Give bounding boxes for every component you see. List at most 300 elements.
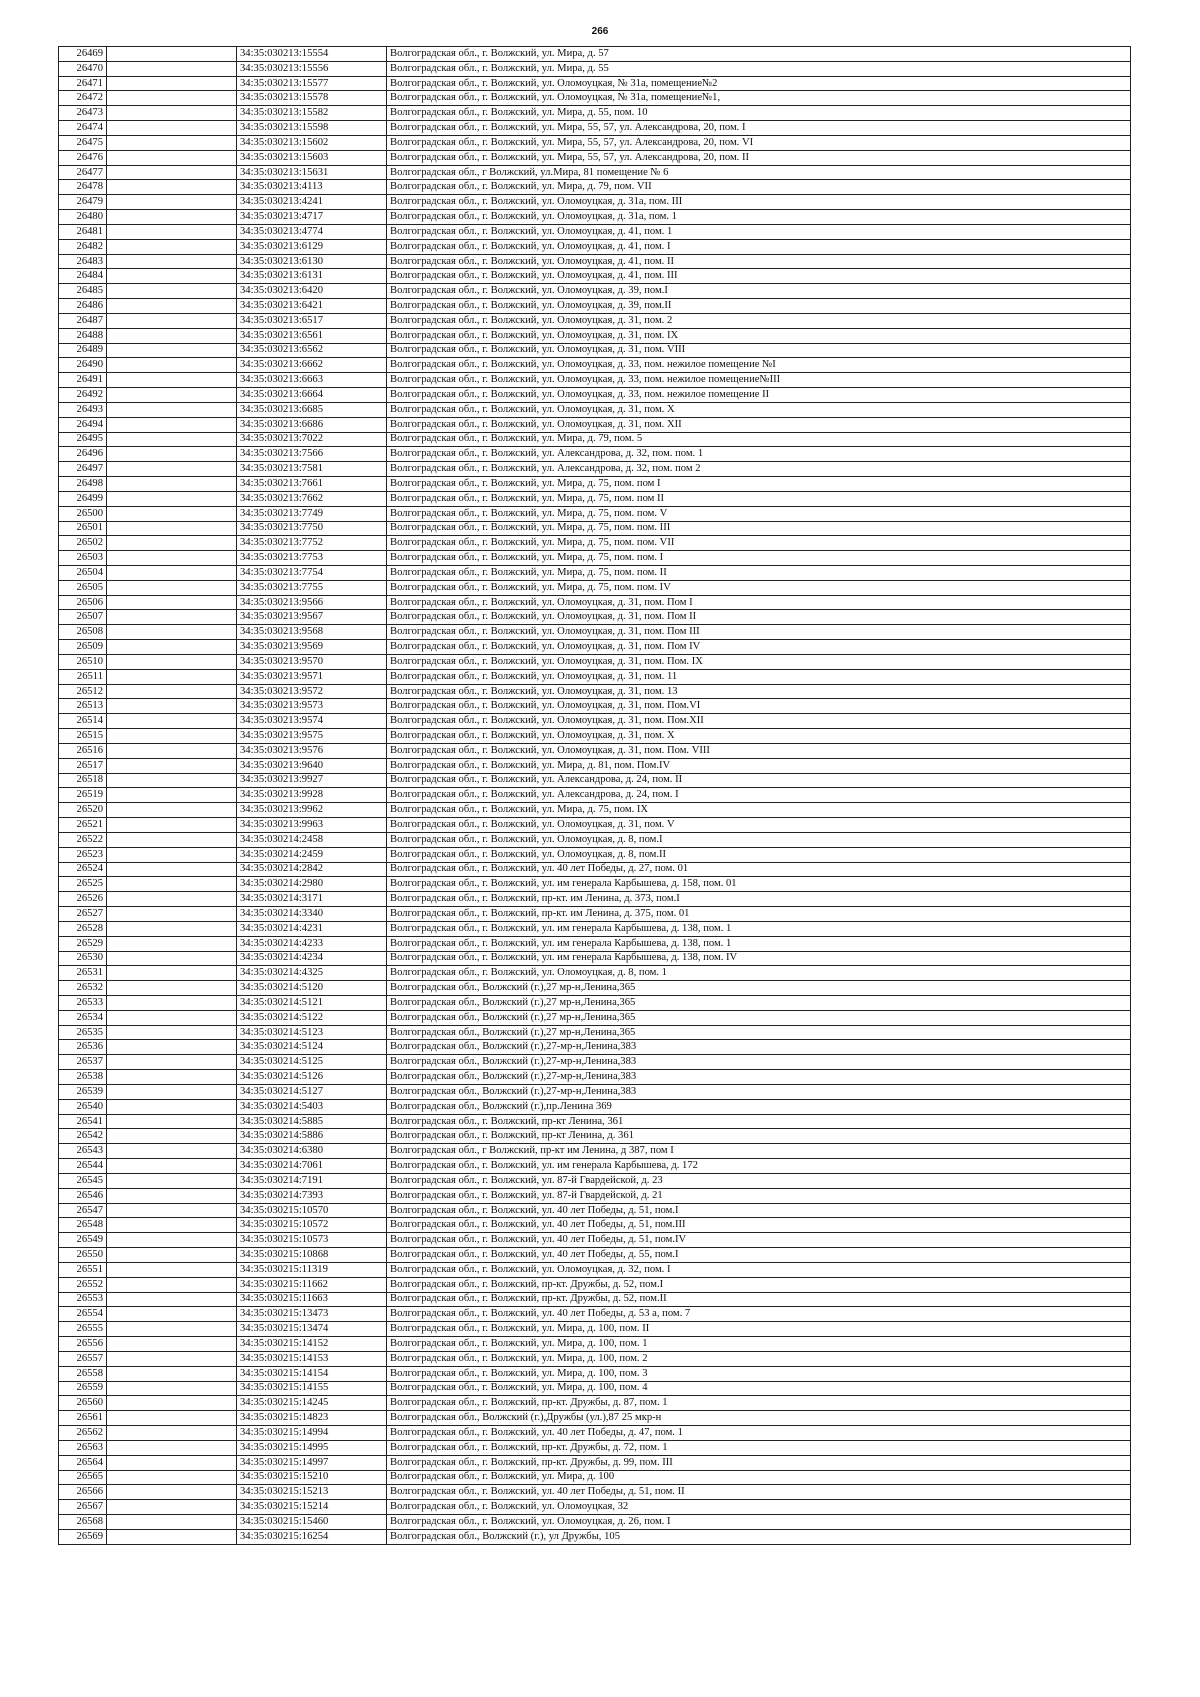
address-cell: Волгоградская обл., г. Волжский, ул. Мира, д. 75, пом. пом. II	[387, 565, 1131, 580]
address-cell: Волгоградская обл., г. Волжский, ул. Оломоуцкая, д. 31, пом. XII	[387, 417, 1131, 432]
address-cell: Волгоградская обл., г. Волжский, ул. Оломоуцкая, д. 31, пом. 11	[387, 669, 1131, 684]
address-cell: Волгоградская обл., г. Волжский, ул. Мира, д. 75, пом. пом. VII	[387, 536, 1131, 551]
address-cell: Волгоградская обл., г. Волжский, ул. Оломоуцкая, д. 31а, пом. 1	[387, 210, 1131, 225]
row-number-cell: 26473	[59, 106, 107, 121]
empty-cell	[107, 254, 237, 269]
row-number-cell: 26478	[59, 180, 107, 195]
row-number-cell: 26543	[59, 1144, 107, 1159]
address-cell: Волгоградская обл., г. Волжский, ул. 40 лет Победы, д. 47, пом. 1	[387, 1426, 1131, 1441]
table-row	[59, 328, 1131, 343]
cadastral-number-cell: 34:35:030215:14153	[237, 1351, 387, 1366]
empty-cell	[107, 551, 237, 566]
address-cell: Волгоградская обл., Волжский (г.),27-мр-н,Ленина,383	[387, 1040, 1131, 1055]
table-row	[59, 773, 1131, 788]
empty-cell	[107, 699, 237, 714]
row-number-cell: 26507	[59, 610, 107, 625]
cadastral-number-cell: 34:35:030213:9570	[237, 654, 387, 669]
cadastral-number-cell: 34:35:030213:6517	[237, 313, 387, 328]
cadastral-number-cell: 34:35:030213:9574	[237, 714, 387, 729]
registry-rows	[59, 47, 1131, 1545]
empty-cell	[107, 981, 237, 996]
empty-cell	[107, 506, 237, 521]
table-row	[59, 1173, 1131, 1188]
empty-cell	[107, 1040, 237, 1055]
cadastral-number-cell: 34:35:030214:5122	[237, 1010, 387, 1025]
row-number-cell: 26519	[59, 788, 107, 803]
row-number-cell: 26508	[59, 625, 107, 640]
cadastral-number-cell: 34:35:030213:4774	[237, 224, 387, 239]
table-row	[59, 1188, 1131, 1203]
empty-cell	[107, 847, 237, 862]
empty-cell	[107, 669, 237, 684]
address-cell: Волгоградская обл., г. Волжский, пр-кт Ленина, 361	[387, 1114, 1131, 1129]
empty-cell	[107, 818, 237, 833]
table-row	[59, 1440, 1131, 1455]
table-row	[59, 165, 1131, 180]
table-row	[59, 1337, 1131, 1352]
empty-cell	[107, 1233, 237, 1248]
empty-cell	[107, 803, 237, 818]
row-number-cell: 26539	[59, 1084, 107, 1099]
table-row	[59, 180, 1131, 195]
cadastral-number-cell: 34:35:030213:9569	[237, 640, 387, 655]
empty-cell	[107, 1529, 237, 1544]
table-row	[59, 1010, 1131, 1025]
table-row	[59, 1500, 1131, 1515]
address-cell: Волгоградская обл., г. Волжский, ул. Мира, д. 100, пом. 1	[387, 1337, 1131, 1352]
cadastral-number-cell: 34:35:030215:14154	[237, 1366, 387, 1381]
table-row	[59, 284, 1131, 299]
empty-cell	[107, 1248, 237, 1263]
cadastral-number-cell: 34:35:030215:14155	[237, 1381, 387, 1396]
address-cell: Волгоградская обл., г. Волжский, ул. Оломоуцкая, д. 41, пом. III	[387, 269, 1131, 284]
address-cell: Волгоградская обл., г. Волжский, пр-кт Ленина, д. 361	[387, 1129, 1131, 1144]
empty-cell	[107, 1322, 237, 1337]
cadastral-number-cell: 34:35:030215:14994	[237, 1426, 387, 1441]
cadastral-number-cell: 34:35:030213:15598	[237, 121, 387, 136]
empty-cell	[107, 1070, 237, 1085]
table-row	[59, 1351, 1131, 1366]
row-number-cell: 26504	[59, 565, 107, 580]
address-cell: Волгоградская обл., г. Волжский, ул. Оломоуцкая, д. 31, пом. V	[387, 818, 1131, 833]
empty-cell	[107, 684, 237, 699]
table-row	[59, 981, 1131, 996]
cadastral-number-cell: 34:35:030213:9568	[237, 625, 387, 640]
row-number-cell: 26479	[59, 195, 107, 210]
cadastral-number-cell: 34:35:030215:14823	[237, 1411, 387, 1426]
cadastral-number-cell: 34:35:030214:2980	[237, 877, 387, 892]
address-cell: Волгоградская обл., г. Волжский, ул. Мира, д. 75, пом. пом. V	[387, 506, 1131, 521]
page-number: 266	[591, 26, 609, 37]
row-number-cell: 26500	[59, 506, 107, 521]
cadastral-number-cell: 34:35:030215:10573	[237, 1233, 387, 1248]
row-number-cell: 26537	[59, 1055, 107, 1070]
empty-cell	[107, 1010, 237, 1025]
cadastral-number-cell: 34:35:030213:9573	[237, 699, 387, 714]
row-number-cell: 26490	[59, 358, 107, 373]
cadastral-number-cell: 34:35:030215:15214	[237, 1500, 387, 1515]
cadastral-number-cell: 34:35:030213:7755	[237, 580, 387, 595]
address-cell: Волгоградская обл., г. Волжский, ул. 40 лет Победы, д. 51, пом.I	[387, 1203, 1131, 1218]
row-number-cell: 26517	[59, 758, 107, 773]
table-row	[59, 1277, 1131, 1292]
row-number-cell: 26510	[59, 654, 107, 669]
table-row	[59, 907, 1131, 922]
row-number-cell: 26475	[59, 135, 107, 150]
row-number-cell: 26565	[59, 1470, 107, 1485]
row-number-cell: 26559	[59, 1381, 107, 1396]
row-number-cell: 26495	[59, 432, 107, 447]
table-row	[59, 1426, 1131, 1441]
table-row	[59, 121, 1131, 136]
cadastral-number-cell: 34:35:030214:7061	[237, 1159, 387, 1174]
address-cell: Волгоградская обл., Волжский (г.),пр.Ленина 369	[387, 1099, 1131, 1114]
table-row	[59, 640, 1131, 655]
empty-cell	[107, 758, 237, 773]
row-number-cell: 26483	[59, 254, 107, 269]
cadastral-number-cell: 34:35:030213:9572	[237, 684, 387, 699]
address-cell: Волгоградская обл., г. Волжский, ул. Мира, д. 100, пом. 2	[387, 1351, 1131, 1366]
row-number-cell: 26518	[59, 773, 107, 788]
row-number-cell: 26503	[59, 551, 107, 566]
row-number-cell: 26496	[59, 447, 107, 462]
cadastral-number-cell: 34:35:030213:7662	[237, 491, 387, 506]
row-number-cell: 26472	[59, 91, 107, 106]
cadastral-number-cell: 34:35:030213:6662	[237, 358, 387, 373]
cadastral-number-cell: 34:35:030214:5403	[237, 1099, 387, 1114]
row-number-cell: 26515	[59, 729, 107, 744]
table-row	[59, 951, 1131, 966]
address-cell: Волгоградская обл., г. Волжский, пр-кт. Дружбы, д. 72, пом. 1	[387, 1440, 1131, 1455]
address-cell: Волгоградская обл., г. Волжский, ул. Александрова, д. 32, пом. пом 2	[387, 462, 1131, 477]
address-cell: Волгоградская обл., г. Волжский, ул. Оломоуцкая, д. 31, пом. VIII	[387, 343, 1131, 358]
cadastral-number-cell: 34:35:030215:14245	[237, 1396, 387, 1411]
row-number-cell: 26512	[59, 684, 107, 699]
address-cell: Волгоградская обл., г. Волжский, ул. Оломоуцкая, д. 32, пом. I	[387, 1262, 1131, 1277]
table-row	[59, 936, 1131, 951]
cadastral-number-cell: 34:35:030213:6562	[237, 343, 387, 358]
address-cell: Волгоградская обл., г. Волжский, ул. Оломоуцкая, № 31а, помещение№1,	[387, 91, 1131, 106]
address-cell: Волгоградская обл., г. Волжский, ул. 87-й Гвардейской, д. 21	[387, 1188, 1131, 1203]
cadastral-number-cell: 34:35:030215:14995	[237, 1440, 387, 1455]
address-cell: Волгоградская обл., г. Волжский, ул. Оломоуцкая, д. 31, пом. Пом.XII	[387, 714, 1131, 729]
address-cell: Волгоградская обл., г. Волжский, ул. Мира, 55, 57, ул. Александрова, 20, пом. VI	[387, 135, 1131, 150]
empty-cell	[107, 165, 237, 180]
row-number-cell: 26484	[59, 269, 107, 284]
address-cell: Волгоградская обл., Волжский (г.),27-мр-н,Ленина,383	[387, 1070, 1131, 1085]
cadastral-number-cell: 34:35:030214:3171	[237, 892, 387, 907]
row-number-cell: 26474	[59, 121, 107, 136]
address-cell: Волгоградская обл., г. Волжский, ул. Оломоуцкая, д. 31, пом. Пом III	[387, 625, 1131, 640]
row-number-cell: 26531	[59, 966, 107, 981]
table-row	[59, 654, 1131, 669]
address-cell: Волгоградская обл., г. Волжский, ул. Оломоуцкая, № 31а, помещение№2	[387, 76, 1131, 91]
empty-cell	[107, 313, 237, 328]
empty-cell	[107, 1440, 237, 1455]
cadastral-number-cell: 34:35:030215:11319	[237, 1262, 387, 1277]
row-number-cell: 26556	[59, 1337, 107, 1352]
row-number-cell: 26541	[59, 1114, 107, 1129]
row-number-cell: 26470	[59, 61, 107, 76]
row-number-cell: 26488	[59, 328, 107, 343]
cadastral-number-cell: 34:35:030214:6380	[237, 1144, 387, 1159]
row-number-cell: 26566	[59, 1485, 107, 1500]
cadastral-number-cell: 34:35:030214:5126	[237, 1070, 387, 1085]
table-row	[59, 1055, 1131, 1070]
empty-cell	[107, 1307, 237, 1322]
table-row	[59, 269, 1131, 284]
row-number-cell: 26553	[59, 1292, 107, 1307]
empty-cell	[107, 432, 237, 447]
empty-cell	[107, 1114, 237, 1129]
address-cell: Волгоградская обл., г. Волжский, ул. Оломоуцкая, д. 33, пом. нежилое помещение №I	[387, 358, 1131, 373]
table-row	[59, 491, 1131, 506]
empty-cell	[107, 1470, 237, 1485]
address-cell: Волгоградская обл., г. Волжский, ул. Оломоуцкая, д. 8, пом.II	[387, 847, 1131, 862]
cadastral-number-cell: 34:35:030214:2842	[237, 862, 387, 877]
table-row	[59, 417, 1131, 432]
row-number-cell: 26482	[59, 239, 107, 254]
cadastral-number-cell: 34:35:030213:6664	[237, 388, 387, 403]
empty-cell	[107, 1159, 237, 1174]
row-number-cell: 26509	[59, 640, 107, 655]
empty-cell	[107, 299, 237, 314]
table-row	[59, 61, 1131, 76]
cadastral-number-cell: 34:35:030215:11663	[237, 1292, 387, 1307]
table-row	[59, 447, 1131, 462]
address-cell: Волгоградская обл., г. Волжский, ул. Оломоуцкая, д. 8, пом. 1	[387, 966, 1131, 981]
address-cell: Волгоградская обл., Волжский (г.),27-мр-н,Ленина,383	[387, 1055, 1131, 1070]
row-number-cell: 26562	[59, 1426, 107, 1441]
empty-cell	[107, 951, 237, 966]
cadastral-number-cell: 34:35:030213:4113	[237, 180, 387, 195]
table-row	[59, 506, 1131, 521]
cadastral-number-cell: 34:35:030215:14152	[237, 1337, 387, 1352]
empty-cell	[107, 447, 237, 462]
row-number-cell: 26545	[59, 1173, 107, 1188]
cadastral-number-cell: 34:35:030214:5123	[237, 1025, 387, 1040]
row-number-cell: 26514	[59, 714, 107, 729]
cadastral-number-cell: 34:35:030213:9576	[237, 743, 387, 758]
row-number-cell: 26549	[59, 1233, 107, 1248]
cadastral-number-cell: 34:35:030213:6686	[237, 417, 387, 432]
empty-cell	[107, 536, 237, 551]
table-row	[59, 1233, 1131, 1248]
table-row	[59, 76, 1131, 91]
empty-cell	[107, 1366, 237, 1381]
cadastral-number-cell: 34:35:030213:15631	[237, 165, 387, 180]
empty-cell	[107, 743, 237, 758]
row-number-cell: 26493	[59, 402, 107, 417]
cadastral-number-cell: 34:35:030214:3340	[237, 907, 387, 922]
empty-cell	[107, 195, 237, 210]
empty-cell	[107, 180, 237, 195]
table-row	[59, 1381, 1131, 1396]
row-number-cell: 26551	[59, 1262, 107, 1277]
cadastral-number-cell: 34:35:030214:7393	[237, 1188, 387, 1203]
address-cell: Волгоградская обл., Волжский (г.),Дружбы (ул.),87 25 мкр-н	[387, 1411, 1131, 1426]
table-row	[59, 1203, 1131, 1218]
address-cell: Волгоградская обл., г. Волжский, ул. 40 лет Победы, д. 53 а, пом. 7	[387, 1307, 1131, 1322]
table-row	[59, 1040, 1131, 1055]
row-number-cell: 26516	[59, 743, 107, 758]
table-row	[59, 966, 1131, 981]
address-cell: Волгоградская обл., г. Волжский, ул. им генерала Карбышева, д. 158, пом. 01	[387, 877, 1131, 892]
table-row	[59, 358, 1131, 373]
cadastral-number-cell: 34:35:030215:13473	[237, 1307, 387, 1322]
table-row	[59, 847, 1131, 862]
table-row	[59, 996, 1131, 1011]
table-row	[59, 106, 1131, 121]
address-cell: Волгоградская обл., г. Волжский, ул. Оломоуцкая, 32	[387, 1500, 1131, 1515]
row-number-cell: 26560	[59, 1396, 107, 1411]
table-row	[59, 254, 1131, 269]
empty-cell	[107, 1188, 237, 1203]
table-row	[59, 210, 1131, 225]
address-cell: Волгоградская обл., г. Волжский, ул. Мира, д. 75, пом. пом II	[387, 491, 1131, 506]
row-number-cell: 26502	[59, 536, 107, 551]
empty-cell	[107, 729, 237, 744]
table-row	[59, 1514, 1131, 1529]
row-number-cell: 26486	[59, 299, 107, 314]
table-row	[59, 521, 1131, 536]
address-cell: Волгоградская обл., г. Волжский, ул. 40 лет Победы, д. 51, пом.III	[387, 1218, 1131, 1233]
row-number-cell: 26497	[59, 462, 107, 477]
row-number-cell: 26491	[59, 373, 107, 388]
table-row	[59, 625, 1131, 640]
row-number-cell: 26506	[59, 595, 107, 610]
address-cell: Волгоградская обл., Волжский (г.),27 мр-н,Ленина,365	[387, 1010, 1131, 1025]
table-row	[59, 343, 1131, 358]
cadastral-number-cell: 34:35:030215:15210	[237, 1470, 387, 1485]
row-number-cell: 26511	[59, 669, 107, 684]
empty-cell	[107, 654, 237, 669]
address-cell: Волгоградская обл., г. Волжский, пр-кт. Дружбы, д. 52, пом.II	[387, 1292, 1131, 1307]
cadastral-number-cell: 34:35:030215:10868	[237, 1248, 387, 1263]
cadastral-number-cell: 34:35:030213:9566	[237, 595, 387, 610]
empty-cell	[107, 210, 237, 225]
table-row	[59, 91, 1131, 106]
table-row	[59, 1129, 1131, 1144]
address-cell: Волгоградская обл., г. Волжский, пр-кт. им Ленина, д. 375, пом. 01	[387, 907, 1131, 922]
cadastral-number-cell: 34:35:030215:15213	[237, 1485, 387, 1500]
table-row	[59, 1470, 1131, 1485]
table-row	[59, 1455, 1131, 1470]
table-row	[59, 135, 1131, 150]
row-number-cell: 26522	[59, 832, 107, 847]
address-cell: Волгоградская обл., г. Волжский, ул. Мира, д. 75, пом. пом. I	[387, 551, 1131, 566]
row-number-cell: 26563	[59, 1440, 107, 1455]
address-cell: Волгоградская обл., г. Волжский, ул. Оломоуцкая, д. 31а, пом. III	[387, 195, 1131, 210]
empty-cell	[107, 773, 237, 788]
cadastral-number-cell: 34:35:030213:7661	[237, 477, 387, 492]
cadastral-number-cell: 34:35:030213:15602	[237, 135, 387, 150]
cadastral-number-cell: 34:35:030213:9962	[237, 803, 387, 818]
table-row	[59, 1025, 1131, 1040]
cadastral-number-cell: 34:35:030213:6130	[237, 254, 387, 269]
table-row	[59, 432, 1131, 447]
table-row	[59, 373, 1131, 388]
address-cell: Волгоградская обл., г. Волжский, ул. Оломоуцкая, д. 31, пом. X	[387, 729, 1131, 744]
row-number-cell: 26471	[59, 76, 107, 91]
row-number-cell: 26476	[59, 150, 107, 165]
address-cell: Волгоградская обл., г. Волжский, ул. Александрова, д. 32, пом. пом. 1	[387, 447, 1131, 462]
row-number-cell: 26547	[59, 1203, 107, 1218]
table-row	[59, 551, 1131, 566]
row-number-cell: 26544	[59, 1159, 107, 1174]
row-number-cell: 26526	[59, 892, 107, 907]
table-row	[59, 47, 1131, 62]
cadastral-number-cell: 34:35:030213:6420	[237, 284, 387, 299]
table-row	[59, 1529, 1131, 1544]
address-cell: Волгоградская обл., г. Волжский, пр-кт. Дружбы, д. 87, пом. 1	[387, 1396, 1131, 1411]
address-cell: Волгоградская обл., г. Волжский, ул. Мира, д. 81, пом. Пом.IV	[387, 758, 1131, 773]
table-row	[59, 1366, 1131, 1381]
address-cell: Волгоградская обл., г. Волжский, ул. Оломоуцкая, д. 39, пом.I	[387, 284, 1131, 299]
table-row	[59, 877, 1131, 892]
address-cell: Волгоградская обл., Волжский (г.),27 мр-н,Ленина,365	[387, 996, 1131, 1011]
table-row	[59, 580, 1131, 595]
empty-cell	[107, 106, 237, 121]
table-row	[59, 832, 1131, 847]
address-cell: Волгоградская обл., г. Волжский, ул. 40 лет Победы, д. 55, пом.I	[387, 1248, 1131, 1263]
row-number-cell: 26536	[59, 1040, 107, 1055]
address-cell: Волгоградская обл., г. Волжский, ул. Оломоуцкая, д. 31, пом. 2	[387, 313, 1131, 328]
row-number-cell: 26520	[59, 803, 107, 818]
cadastral-number-cell: 34:35:030213:9928	[237, 788, 387, 803]
empty-cell	[107, 788, 237, 803]
row-number-cell: 26542	[59, 1129, 107, 1144]
row-number-cell: 26529	[59, 936, 107, 951]
address-cell: Волгоградская обл., г. Волжский, ул. Мира, д. 75, пом. пом. III	[387, 521, 1131, 536]
empty-cell	[107, 462, 237, 477]
table-row	[59, 1084, 1131, 1099]
address-cell: Волгоградская обл., г. Волжский, ул. 40 лет Победы, д. 27, пом. 01	[387, 862, 1131, 877]
address-cell: Волгоградская обл., г Волжский, пр-кт им Ленина, д 387, пом I	[387, 1144, 1131, 1159]
row-number-cell: 26481	[59, 224, 107, 239]
address-cell: Волгоградская обл., г. Волжский, ул. Александрова, д. 24, пом. II	[387, 773, 1131, 788]
table-row	[59, 758, 1131, 773]
cadastral-number-cell: 34:35:030213:9567	[237, 610, 387, 625]
address-cell: Волгоградская обл., г. Волжский, ул. Оломоуцкая, д. 31, пом. 13	[387, 684, 1131, 699]
cadastral-number-cell: 34:35:030213:6685	[237, 402, 387, 417]
address-cell: Волгоградская обл., г. Волжский, ул. Александрова, д. 24, пом. I	[387, 788, 1131, 803]
address-cell: Волгоградская обл., г. Волжский, ул. Мира, д. 100, пом. 4	[387, 1381, 1131, 1396]
table-row	[59, 150, 1131, 165]
address-cell: Волгоградская обл., г. Волжский, ул. 40 лет Победы, д. 51, пом.IV	[387, 1233, 1131, 1248]
cadastral-number-cell: 34:35:030213:15603	[237, 150, 387, 165]
empty-cell	[107, 358, 237, 373]
address-cell: Волгоградская обл., г. Волжский, ул. Мира, 55, 57, ул. Александрова, 20, пом. I	[387, 121, 1131, 136]
row-number-cell: 26568	[59, 1514, 107, 1529]
cadastral-number-cell: 34:35:030214:5886	[237, 1129, 387, 1144]
address-cell: Волгоградская обл., г. Волжский, ул. Оломоуцкая, д. 41, пом. II	[387, 254, 1131, 269]
cadastral-number-cell: 34:35:030215:10570	[237, 1203, 387, 1218]
empty-cell	[107, 1173, 237, 1188]
cadastral-number-cell: 34:35:030213:9927	[237, 773, 387, 788]
empty-cell	[107, 1099, 237, 1114]
address-cell: Волгоградская обл., г. Волжский, ул. Мира, д. 57	[387, 47, 1131, 62]
row-number-cell: 26489	[59, 343, 107, 358]
row-number-cell: 26528	[59, 921, 107, 936]
address-cell: Волгоградская обл., г. Волжский, ул. Мира, д. 55	[387, 61, 1131, 76]
cadastral-number-cell: 34:35:030213:15554	[237, 47, 387, 62]
row-number-cell: 26501	[59, 521, 107, 536]
row-number-cell: 26487	[59, 313, 107, 328]
cadastral-number-cell: 34:35:030214:5125	[237, 1055, 387, 1070]
address-cell: Волгоградская обл., г. Волжский, ул. им генерала Карбышева, д. 138, пом. IV	[387, 951, 1131, 966]
table-row	[59, 1292, 1131, 1307]
